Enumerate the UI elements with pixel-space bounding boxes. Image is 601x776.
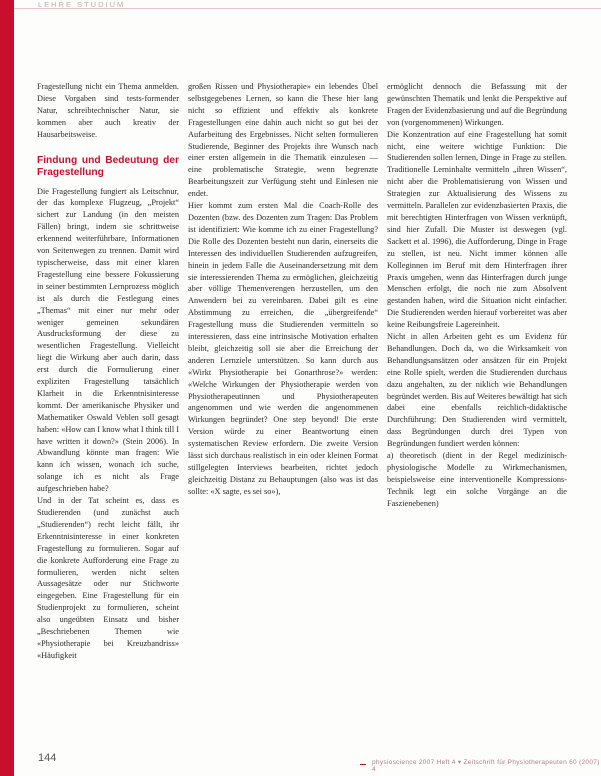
footer-rule (360, 764, 366, 765)
paragraph: Und in der Tat scheint es, dass es Studierenden (und zunächst auch „Studierenden“) recht leicht fällt, ihr Erkenntnisinteresse in einer konkreten Fragestellung zu formulieren. Sogar auf die konkrete Aufforderung eine Frage zu formulieren, werden nicht selten Aussagesätze oder nur Stichworte eingegeben. Eine Fragestellung für ein Studienprojekt zu formulieren, scheint also ungeübten Einsatz und bisher „Beschriebenen Themen wie «Physiotherapie bei Kreuzbandriss» «Häufigkeit (37, 496, 179, 660)
accent-bar (0, 0, 14, 776)
paragraph: Nicht in allen Arbeiten geht es um Evidenz für Behandlungen. Doch da, wo die Wirksamkeit von Behandlungsansätzen oder ansätzen für ein Projekt eine Rolle spielt, werden die Studierenden durchaus dazu angehalten, zu der niklich wie Behandlungen begründet werden. Bis auf Weiteres bewältigt hat sich dabei eine ebenfalls reichlich-didaktische Durchführung: Den Studierenden wird vermittelt, dass Begründungen durch drei Typen von Begründungen fundiert werden können: (387, 332, 567, 449)
column-2 (188, 81, 378, 498)
paragraph: Hier kommt zum ersten Mal die Coach-Rolle des Dozenten (bzw. des Dozenten zum Tragen: Das Problem ist identifiziert: Wie komme ich zu einer Fragestellung? Die Rolle des Dozenten besteht nun darin, einerseits die Interessen des individuellen Studierenden aufzugreifen, hinein in jedem Falle die Auseinandersetzung mit dem sie interessierenden Thema zu ermöglichen, gleichzeitig aber völlige Themenverengen herzustellen, um den Anwendern bei zu vereinbaren. Dabei gilt es eine Abstimmung zu erreichen, die „übergreifende“ Fragestellung muss die Studierenden vermitteln so interessieren, dass eine intrinsische Motivation erhalten bleibt, gleichzeitig soll sie aber die Erreichung der anderen Lernziele unterstützen. So kann durch aus «Wirkt Physiotherapie bei Gonarthrose?» werden: «Welche Wirkungen der Physiotherapie werden von Physiotherapeutinnen und Physiotherapeuten angenommen und wie werden die angenommenen Wirkungen begründet? One step beyond! Die erste Version würde zu einer Beantwortung einen systematischen Review erfordern. Die zweite Version lässt sich durchaus realistisch in ein oder kleinen Format stillgelegten Interviews bearbeiten, richtet jedoch gleichzeitig Distanz zu Behauptungen (also was ist das sollte: «X sagte, es sei so»), (188, 201, 378, 496)
paragraph: ermöglicht dennoch die Befassung mit der gewünschten Thematik und lenkt die Perspektive auf Fragen der Evidenzbasierung und auf die Begründung von (vorgenommenen) Wirkungen. (387, 82, 567, 127)
paragraph: a) theoretisch (dient in der Regel medizinisch-physiologische Modelle zu Wirkmechanismen, beispielsweise eine interventionelle Kompressions-Technik legt ein solche Vorgänge an die Faszienebenen) (387, 451, 567, 508)
paragraph: Die Fragestellung fungiert als Leitschnur, der das komplexe Flugzeug, „Projekt“ sichert zur Landung (in den meisten Fällen) bringt, indem sie schrittweise erkennend weiterführbare, Informationen von Seitenwegen zu trennen. Damit wird typischerweise, dass mit einer klaren Fragestellung eine bessere Fokussierung in seiner bestimmten Lernprozess möglich ist als durch die Festlegung eines „Themas“ mit einer nur mehr oder weniger gemeinen sekundären Ausdrucksformung der diese zu wesentlichen Fragestellung. Vielleicht liegt die Wirkung aber auch darin, dass erst durch die Formulierung einer expliziten Fragestellung tatsächlich Klarheit in die Erkenntnisinteresse kommt. Der amerikanische Physiker und Mathematiker Oswald Veblen soll gesagt haben: «How can I know what I think till I have written it down?» (Stein 2006). In Abwandlung könnte man fragen: Wie kann ich wissen, wonach ich suche, solange ich es nicht als Frage aufgeschrieben habe? (37, 186, 179, 494)
paragraph: Die Konzentration auf eine Fragestellung hat somit nicht, eine weitere wichtige Funktion: Die Studierenden sollen lernen, Dinge in Frage zu stellen. Traditionelle Lerninhalte vermitteln „ihren Wissen“, nicht aber die Problematisierung von Wissen und Strategien zur Aktualisierung des Wissens zu vermitteln. Parallelen zur evidenzbasierten Praxis, die mit berechtigten Hinterfragen von Wissen verknüpft, sind hier Zufall. Die Muster ist deswegen (vgl. Sackett et al. 1996), die Aufforderung, Dinge in Frage zu stellen, ist neu. Nicht immer können alle Kolleginnen im Beruf mit dem Hinterfragen ihrer Praxis umgehen, wenn das Hinterfragen durch junge Menschen erfolgt, die noch nie zum Absolvent gestanden haben, wird die Situation nicht einfacher. Die Studierenden werden hierauf vorbereitet was aber keine Reibungsfreie Lagereinheit. (387, 129, 567, 330)
column-1 (37, 81, 179, 662)
column-3 (387, 81, 567, 510)
paragraph: großen Rissen und Physiotherapie» ein lebendes Übel selbstgegebenes Lernen, so kann die These hier lang nicht so effizient und effektiv als konkrete Fragestellungen eine dahin auch nicht so gut bei der Aufarbeitung des Ergebnisses. Nicht selten formulieren Studierende, Beginner des Projekts ihre Wunsch nach einer ersten allgemein in die Thematik einzulesen — eine problematische Strategie, wenn begrenzte Bearbeitungszeit zur Verfügung steht und Einlesen nie endet. (188, 82, 378, 199)
page-number: 144 (38, 752, 57, 764)
journal-footer: physioscience 2007 Heft 4 ▾ Zeitschrift für Physiotherapeuten 60 (2007) 4 (372, 759, 600, 773)
section-heading: Findung und Bedeutung der Fragestellung (37, 154, 179, 179)
paragraph: Fragestellung nicht ein Thema anmelden. Diese Vorgaben sind tests-formender Natur, schreibtechnischer Natur, sie kommen aber auch kreativ der Hausarbeitsweise. (37, 82, 179, 139)
section-label: LEHRE STUDIUM (38, 0, 126, 9)
